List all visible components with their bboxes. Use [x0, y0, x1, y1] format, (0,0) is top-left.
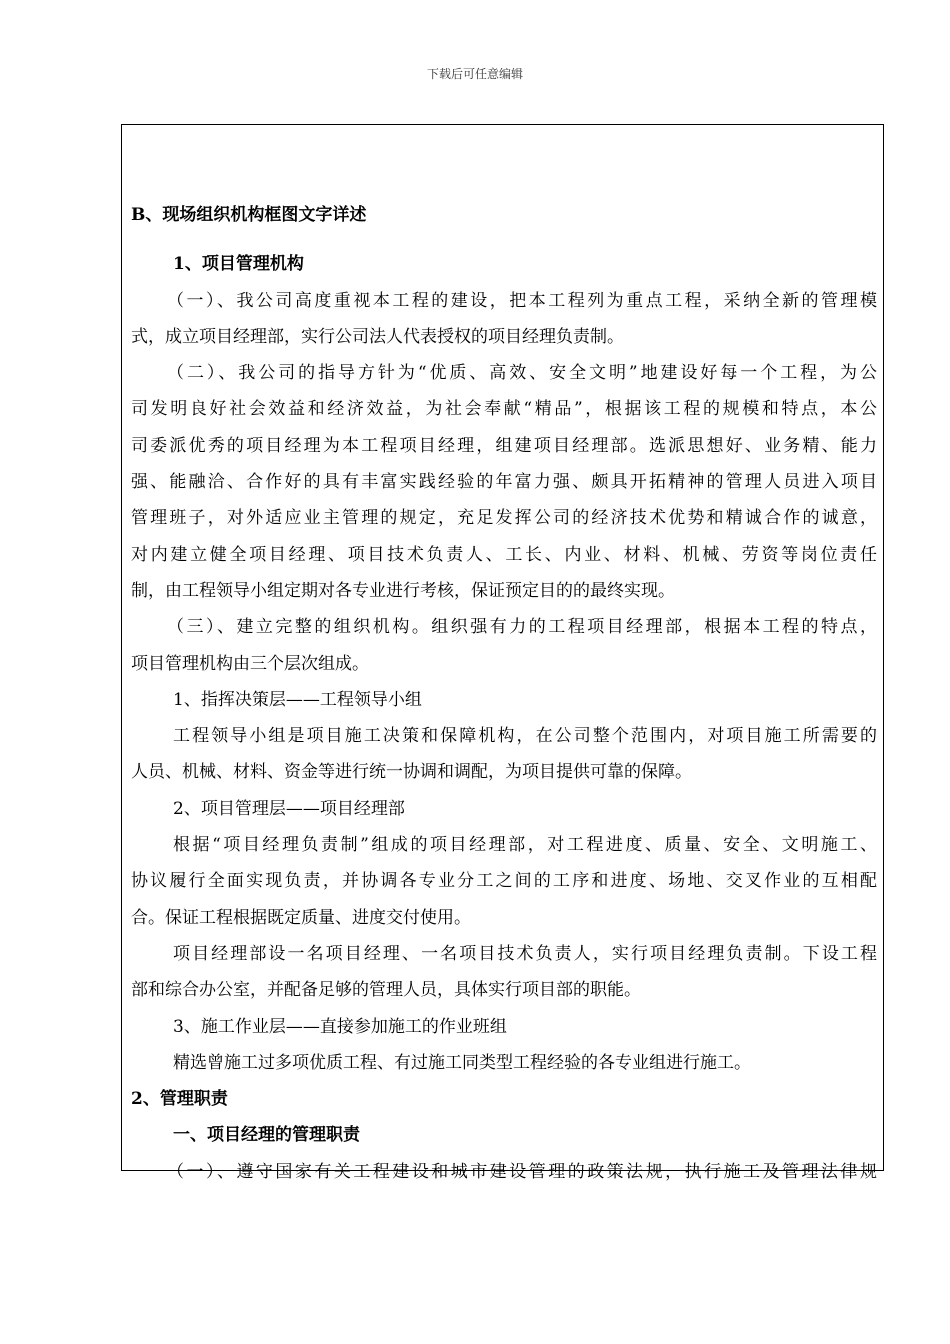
paragraph-line: 协议履行全面实现负责，并协调各专业分工之间的工序和进度、场地、交叉作业的互相配 — [131, 871, 877, 892]
paragraph-line: 强、能融洽、合作好的具有丰富实践经验的年富力强、颇具开拓精神的管理人员进入项目 — [131, 472, 877, 493]
paragraph-line: 对内建立健全项目经理、项目技术负责人、工长、内业、材料、机械、劳资等岗位责任 — [131, 544, 877, 565]
document-body — [131, 197, 877, 1190]
paragraph-line: 人员、机械、材料、资金等进行统一协调和调配，为项目提供可靠的保障。 — [131, 762, 692, 783]
section-2-subtitle: 一、项目经理的管理职责 — [173, 1125, 360, 1146]
paragraph-line: 管理班子，对外适应业主管理的规定，充足发挥公司的经济技术优势和精诚合作的诚意， — [131, 508, 877, 529]
layer-1-title: 1、指挥决策层——工程领导小组 — [173, 689, 422, 710]
paragraph-line: 式，成立项目经理部，实行公司法人代表授权的项目经理负责制。 — [131, 326, 624, 347]
layer-2-title: 2、项目管理层——项目经理部 — [173, 798, 405, 819]
paragraph-line: 合。保证工程根据既定质量、进度交付使用。 — [131, 907, 471, 928]
section-1-title: 1、项目管理机构 — [173, 254, 304, 275]
paragraph-line: 司发明良好社会效益和经济效益，为社会奉献“精品”，根据该工程的规模和特点，本公 — [131, 399, 877, 420]
section-2-title: 2、管理职责 — [131, 1089, 228, 1110]
paragraph-line: （二）、我公司的指导方针为“优质、高效、安全文明”地建设好每一个工程，为公 — [167, 363, 877, 384]
paragraph-line: （一）、遵守国家有关工程建设和城市建设管理的政策法规，执行施工及管理法律规 — [167, 1161, 877, 1182]
section-b-title: B、现场组织机构框图文字详述 — [131, 205, 367, 225]
paragraph-line: 项目管理机构由三个层次组成。 — [131, 653, 369, 674]
paragraph-line: 工程领导小组是项目施工决策和保障机构，在公司整个范围内，对项目施工所需要的 — [173, 726, 877, 747]
paragraph-line: 司委派优秀的项目经理为本工程项目经理，组建项目经理部。选派思想好、业务精、能力 — [131, 435, 877, 456]
paragraph-line: 项目经理部设一名项目经理、一名项目技术负责人，实行项目经理负责制。下设工程 — [173, 943, 877, 964]
paragraph-line: 部和综合办公室，并配备足够的管理人员，具体实行项目部的职能。 — [131, 980, 641, 1001]
document-frame — [121, 124, 884, 1182]
paragraph-line: （一）、我公司高度重视本工程的建设，把本工程列为重点工程，采纳全新的管理模 — [167, 290, 877, 311]
page-header: 下载后可任意编辑 — [426, 67, 523, 81]
paragraph-line: 根据“项目经理负责制”组成的项目经理部，对工程进度、质量、安全、文明施工、 — [173, 835, 877, 856]
paragraph-line: 精选曾施工过多项优质工程、有过施工同类型工程经验的各专业组进行施工。 — [173, 1052, 751, 1073]
paragraph-line: （三）、建立完整的组织机构。组织强有力的工程项目经理部，根据本工程的特点， — [167, 617, 877, 638]
paragraph-line: 制，由工程领导小组定期对各专业进行考核，保证预定目的的最终实现。 — [131, 580, 675, 601]
layer-3-title: 3、施工作业层——直接参加施工的作业班组 — [173, 1016, 507, 1037]
